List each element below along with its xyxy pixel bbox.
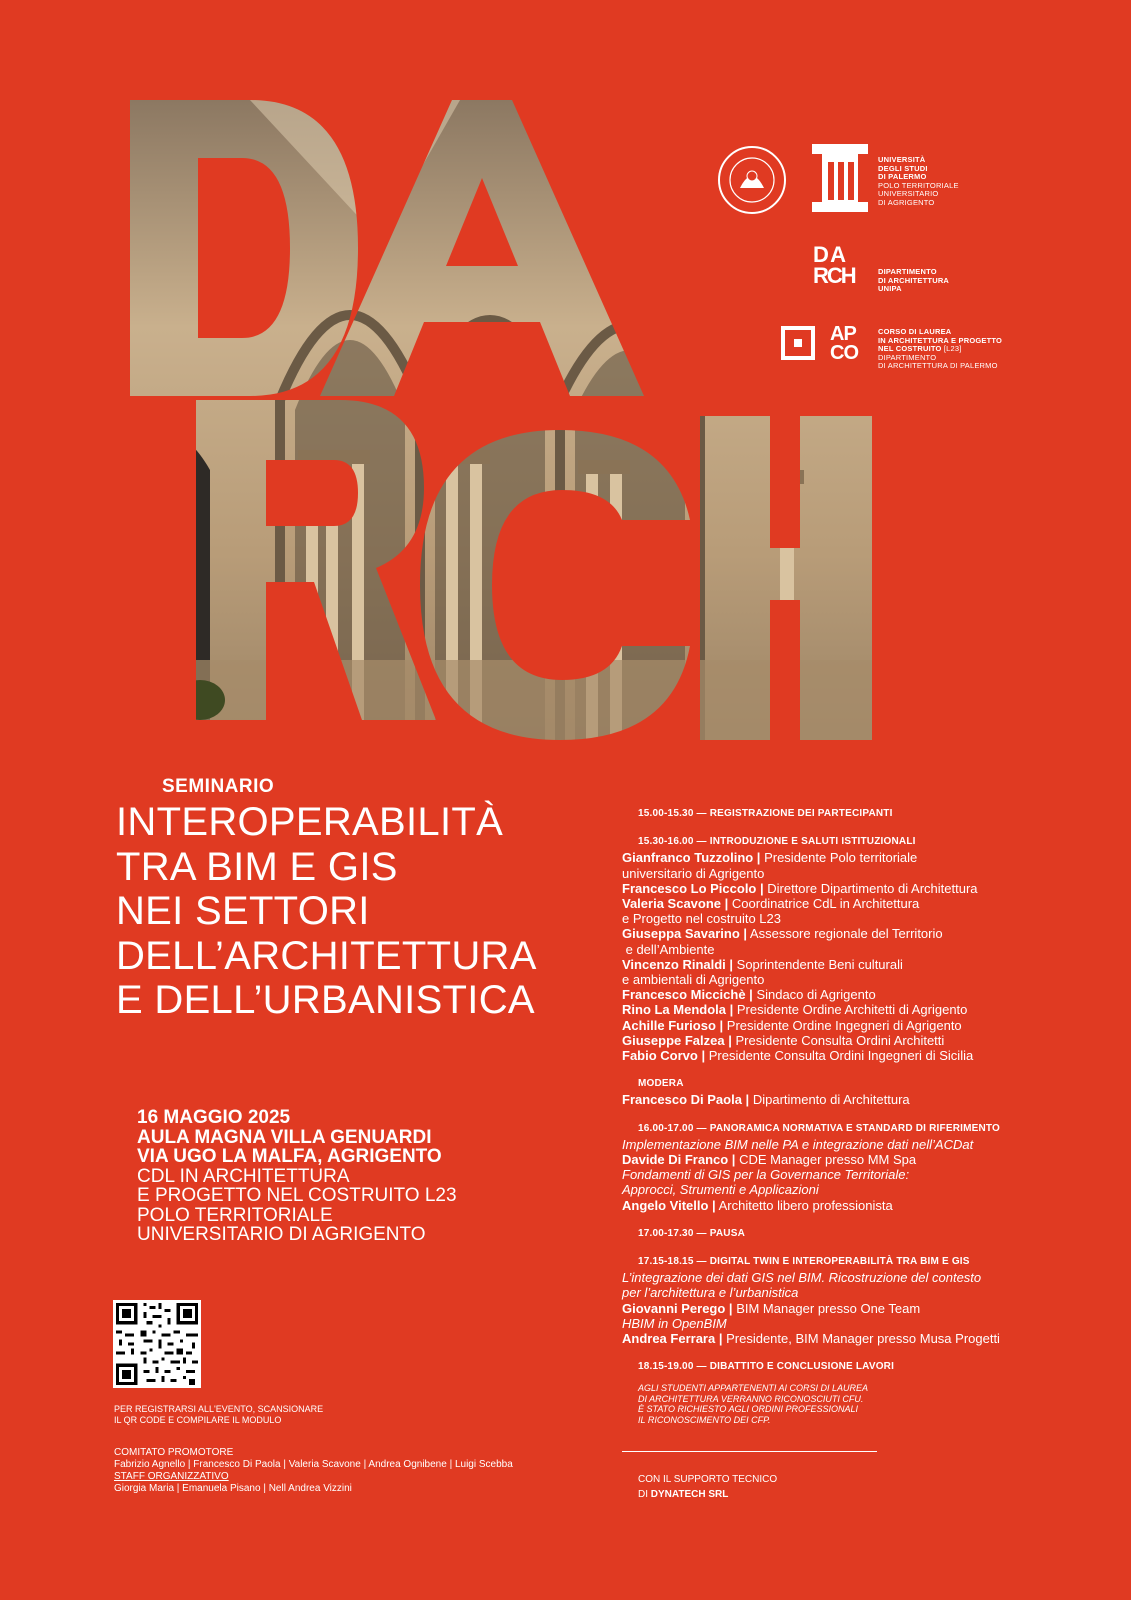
program-slot bbox=[622, 834, 1122, 1063]
darch-logo-mark: D A RCH bbox=[813, 242, 855, 288]
hero-letter-d bbox=[130, 100, 358, 396]
apco-square-icon bbox=[781, 326, 815, 360]
apco-logo-text: CORSO DI LAUREA IN ARCHITETTURA E PROGETTO NEL COSTRUITO [L23] DIPARTIMENTO DI ARCHITETTURA DI PALERMO bbox=[878, 327, 1003, 370]
slot-heading: 16.00-17.00 — PANORAMICA NORMATIVA E STANDARD DI RIFERIMENTO bbox=[638, 1122, 1001, 1134]
speaker: Achille Furioso | Presidente Ordine Ingegneri di Agrigento bbox=[622, 1017, 962, 1033]
speaker: Rino La Mendola | Presidente Ordine Architetti di Agrigento bbox=[622, 1002, 968, 1018]
committee-section bbox=[114, 1447, 513, 1495]
event-venue: AULA MAGNA VILLA GENUARDI bbox=[137, 1126, 432, 1148]
program-slot bbox=[622, 1254, 1122, 1346]
divider bbox=[622, 1451, 877, 1452]
talk-title: L’integrazione dei dati GIS nel BIM. Ricostruzione del contesto bbox=[622, 1270, 982, 1286]
slot-heading: 18.15-19.00 — DIBATTITO E CONCLUSIONE LAVORI bbox=[638, 1361, 895, 1373]
apco-logo-mark: AP CO bbox=[830, 323, 858, 364]
staff-list: Giorgia Maria | Emanuela Pisano | Nell Andrea Vizzini bbox=[114, 1483, 352, 1494]
unipa-seal-logo bbox=[716, 144, 788, 216]
speaker-role-cont: e Progetto nel costruito L23 bbox=[622, 911, 781, 927]
slot-heading: 15.00-15.30 — REGISTRAZIONE DEI PARTECIPANTI bbox=[638, 808, 893, 819]
unipa-building-logo bbox=[812, 144, 868, 217]
speaker: Giuseppa Savarino | Assessore regionale del Territorio bbox=[622, 926, 943, 942]
slot-heading: 17.00-17.30 — PAUSA bbox=[638, 1227, 745, 1239]
event-info bbox=[137, 1108, 457, 1245]
speaker: Giuseppe Falzea | Presidente Consulta Ordini Architetti bbox=[622, 1032, 945, 1048]
speaker: Gianfranco Tuzzolino | Presidente Polo territoriale bbox=[622, 850, 918, 866]
speaker: Davide Di Franco | CDE Manager presso MM Spa bbox=[622, 1152, 917, 1168]
seminar-label: SEMINARIO bbox=[162, 776, 275, 797]
talk-title: Implementazione BIM nelle PA e integrazione dati nell’ACDat bbox=[622, 1136, 974, 1152]
speaker: Francesco Di Paola | Dipartimento di Architettura bbox=[622, 1092, 910, 1108]
registration-qr-code[interactable] bbox=[113, 1300, 201, 1388]
speaker: Fabio Corvo | Presidente Consulta Ordini Ingegneri di Sicilia bbox=[622, 1048, 974, 1064]
program-slot bbox=[622, 1226, 1122, 1241]
sponsor-name: DYNATECH SRL bbox=[650, 1489, 729, 1500]
hero-letter-h bbox=[700, 416, 872, 740]
program-slot bbox=[622, 1121, 1122, 1213]
hero-letter-r bbox=[196, 400, 436, 720]
talk-title: Fondamenti di GIS per la Governance Territoriale: bbox=[622, 1167, 910, 1183]
staff-label: STAFF ORGANIZZATIVO bbox=[114, 1471, 229, 1482]
promoters-list: Fabrizio Agnello | Francesco Di Paola | Valeria Scavone | Andrea Ognibene | Luigi Scebba bbox=[114, 1459, 513, 1470]
speaker: Giovanni Perego | BIM Manager presso One Team bbox=[622, 1300, 921, 1316]
program-slot bbox=[622, 1359, 1122, 1374]
qr-instructions: PER REGISTRARSI ALL'EVENTO, SCANSIONARE IL QR CODE E COMPILARE IL MODULO bbox=[114, 1404, 324, 1425]
slot-heading: 17.15-18.15 — DIGITAL TWIN E INTEROPERABILITÀ TRA BIM E GIS bbox=[638, 1256, 970, 1268]
temple-icon bbox=[812, 144, 868, 212]
talk-title: HBIM in OpenBIM bbox=[622, 1315, 727, 1331]
talk-title-cont: Approcci, Strumenti e Applicazioni bbox=[622, 1182, 819, 1198]
event-organizer-line: UNIVERSITARIO DI AGRIGENTO bbox=[137, 1224, 426, 1245]
event-organizer-line: E PROGETTO NEL COSTRUITO L23 bbox=[137, 1185, 457, 1206]
technical-support: CON IL SUPPORTO TECNICO DI DYNATECH SRL bbox=[638, 1474, 778, 1500]
promoters-label: COMITATO PROMOTORE bbox=[114, 1447, 234, 1458]
unipa-logo-text: UNIVERSITÀ DEGLI STUDI DI PALERMO POLO TERRITORIALE UNIVERSITARIO DI AGRIGENTO bbox=[878, 155, 959, 207]
event-date: 16 MAGGIO 2025 bbox=[137, 1107, 291, 1128]
program-slot bbox=[622, 806, 1122, 821]
speaker: Francesco Miccichè | Sindaco di Agrigento bbox=[622, 987, 876, 1003]
slot-heading: 15.30-16.00 — INTRODUZIONE E SALUTI ISTITUZIONALI bbox=[638, 836, 916, 848]
program-schedule bbox=[622, 806, 1122, 1388]
program-slot bbox=[622, 1076, 1122, 1107]
speaker: Angelo Vitello | Architetto libero professionista bbox=[622, 1197, 893, 1213]
hero-letter-c bbox=[420, 430, 690, 740]
event-address: VIA UGO LA MALFA, AGRIGENTO bbox=[137, 1146, 442, 1167]
speaker: Andrea Ferrara | Presidente, BIM Manager presso Musa Progetti bbox=[622, 1331, 1000, 1347]
event-organizer-line: POLO TERRITORIALE bbox=[137, 1204, 333, 1226]
speaker: Valeria Scavone | Coordinatrice CdL in Architettura bbox=[622, 896, 920, 912]
slot-heading: MODERA bbox=[638, 1078, 684, 1090]
speaker: Vincenzo Rinaldi | Soprintendente Beni culturali bbox=[622, 956, 903, 972]
speaker-role-cont: e ambientali di Agrigento bbox=[622, 972, 765, 988]
event-organizer-line: CDL IN ARCHITETTURA bbox=[137, 1165, 350, 1187]
speaker-role-cont: universitario di Agrigento bbox=[622, 865, 765, 881]
speaker: Francesco Lo Piccolo | Direttore Dipartimento di Architettura bbox=[622, 880, 978, 896]
hero-letter-a bbox=[320, 100, 644, 396]
seminar-title: INTEROPERABILITÀ TRA BIM E GIS NEI SETTORI DELL’ARCHITETTURA E DELL’URBANISTICA bbox=[116, 800, 537, 1022]
darch-logo-text: DIPARTIMENTO DI ARCHITETTURA UNIPA bbox=[878, 267, 950, 293]
talk-title-cont: per l’architettura e l’urbanistica bbox=[622, 1285, 799, 1301]
speaker-role-cont: e dell’Ambiente bbox=[622, 941, 715, 957]
cfu-notice: AGLI STUDENTI APPARTENENTI AI CORSI DI LAUREA DI ARCHITETTURA VERRANNO RICONOSCIUTI CFU. È STATO RICHIESTO AGLI ORDINI PROFESSIONALI IL RICONOSCIMENTO DEI CFP. bbox=[638, 1383, 869, 1425]
